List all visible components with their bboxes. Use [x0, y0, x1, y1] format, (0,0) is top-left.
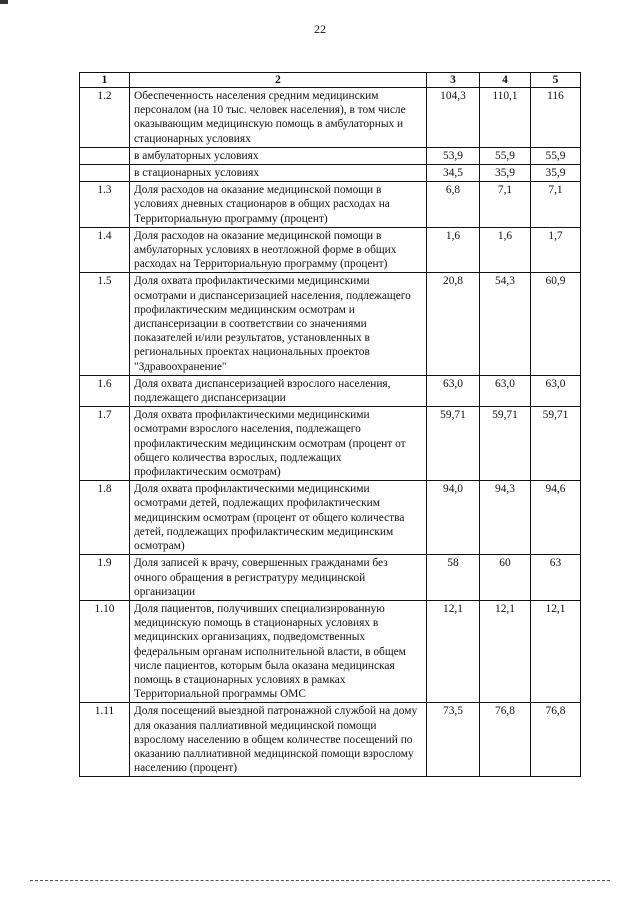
- indicator-description-cell: Доля расходов на оказание медицинской помощи в амбулаторных условиях в неотложной форме в общих расходах на Территориальную программу (процент): [130, 227, 427, 273]
- column-header-2: 2: [130, 73, 427, 88]
- value-col-3-cell: 104,3: [427, 88, 480, 148]
- indicator-number-cell: 1.4: [80, 227, 130, 273]
- table-row: [80, 273, 581, 375]
- value-col-5-cell: 55,9: [531, 147, 581, 164]
- table-row: [80, 227, 581, 273]
- value-col-4-cell: 54,3: [480, 273, 531, 375]
- indicator-number-cell: 1.10: [80, 600, 130, 702]
- indicator-number-cell: [80, 165, 130, 182]
- value-col-4-cell: 76,8: [480, 703, 531, 777]
- value-col-5-cell: 60,9: [531, 273, 581, 375]
- indicator-description-cell: Доля расходов на оказание медицинской помощи в условиях дневных стационаров в общих расходах на Территориальную программу (процент): [130, 182, 427, 228]
- value-col-5-cell: 1,7: [531, 227, 581, 273]
- table-row: [80, 182, 581, 228]
- indicator-number-cell: 1.5: [80, 273, 130, 375]
- column-header-4: 4: [480, 73, 531, 88]
- table-row: [80, 481, 581, 555]
- value-col-4-cell: 1,6: [480, 227, 531, 273]
- indicator-number-cell: [80, 147, 130, 164]
- value-col-3-cell: 63,0: [427, 375, 480, 406]
- value-col-5-cell: 35,9: [531, 165, 581, 182]
- indicator-description-cell: Доля охвата профилактическими медицинскими осмотрами детей, подлежащих профилактическим медицинским осмотрам (процент от общего количества детей, подлежащих профилактическим медицинским осмотрам): [130, 481, 427, 555]
- indicator-description-cell: в стационарных условиях: [130, 165, 427, 182]
- indicator-number-cell: 1.7: [80, 407, 130, 481]
- indicator-description-cell: Доля охвата профилактическими медицинскими осмотрами и диспансеризацией населения, подлежащего профилактическим медицинским осмотрам и диспансеризации в соответствии со значениями показателей и/или результатов, установленных в региональных проектах национальных проектов "Здравоохранение": [130, 273, 427, 375]
- value-col-3-cell: 34,5: [427, 165, 480, 182]
- value-col-3-cell: 12,1: [427, 600, 480, 702]
- column-header-3: 3: [427, 73, 480, 88]
- indicator-description-cell: в амбулаторных условиях: [130, 147, 427, 164]
- value-col-4-cell: 60: [480, 555, 531, 601]
- value-col-3-cell: 53,9: [427, 147, 480, 164]
- indicator-number-cell: 1.6: [80, 375, 130, 406]
- value-col-4-cell: 63,0: [480, 375, 531, 406]
- value-col-5-cell: 7,1: [531, 182, 581, 228]
- value-col-5-cell: 12,1: [531, 600, 581, 702]
- indicator-description-cell: Доля охвата профилактическими медицинскими осмотрами взрослого населения, подлежащего профилактическим медицинским осмотрам (процент от общего количества взрослых, подлежащих профилактическим осмотрам): [130, 407, 427, 481]
- value-col-5-cell: 116: [531, 88, 581, 148]
- indicator-description-cell: Доля записей к врачу, совершенных гражданами без очного обращения в регистратуру медицинской организации: [130, 555, 427, 601]
- table-row: [80, 703, 581, 777]
- value-col-4-cell: 59,71: [480, 407, 531, 481]
- indicator-number-cell: 1.9: [80, 555, 130, 601]
- value-col-3-cell: 1,6: [427, 227, 480, 273]
- value-col-4-cell: 94,3: [480, 481, 531, 555]
- value-col-3-cell: 20,8: [427, 273, 480, 375]
- indicator-number-cell: 1.3: [80, 182, 130, 228]
- value-col-3-cell: 58: [427, 555, 480, 601]
- page-bottom-rule: [30, 880, 610, 881]
- indicator-description-cell: Обеспеченность населения средним медицинским персоналом (на 10 тыс. человек населения), в том числе оказывающим медицинскую помощь в амбулаторных и стационарных условиях: [130, 88, 427, 148]
- value-col-5-cell: 94,6: [531, 481, 581, 555]
- table-row: [80, 600, 581, 702]
- indicator-description-cell: Доля пациентов, получивших специализированную медицинскую помощь в стационарных условиях в медицинских организациях, подведомственных федеральным органам исполнительной власти, в общем числе пациентов, которым была оказана медицинская помощь в стационарных условиях в рамках Территориальной программы ОМС: [130, 600, 427, 702]
- value-col-3-cell: 6,8: [427, 182, 480, 228]
- value-col-5-cell: 76,8: [531, 703, 581, 777]
- value-col-4-cell: 55,9: [480, 147, 531, 164]
- table-row: [80, 165, 581, 182]
- table-row: [80, 375, 581, 406]
- value-col-3-cell: 59,71: [427, 407, 480, 481]
- value-col-5-cell: 63: [531, 555, 581, 601]
- indicator-description-cell: Доля охвата диспансеризацией взрослого населения, подлежащего диспансеризации: [130, 375, 427, 406]
- indicator-number-cell: 1.2: [80, 88, 130, 148]
- value-col-4-cell: 7,1: [480, 182, 531, 228]
- table-body: [80, 88, 581, 777]
- indicators-table: [79, 72, 581, 777]
- column-header-5: 5: [531, 73, 581, 88]
- page-number: 22: [314, 22, 326, 36]
- indicator-number-cell: 1.11: [80, 703, 130, 777]
- table-row: [80, 88, 581, 148]
- value-col-3-cell: 73,5: [427, 703, 480, 777]
- indicator-number-cell: 1.8: [80, 481, 130, 555]
- table-row: [80, 147, 581, 164]
- value-col-4-cell: 110,1: [480, 88, 531, 148]
- value-col-5-cell: 63,0: [531, 375, 581, 406]
- indicator-description-cell: Доля посещений выездной патронажной службой на дому для оказания паллиативной медицинской помощи взрослому населению в общем количестве посещений по оказанию паллиативной медицинской помощи взрослому населению (процент): [130, 703, 427, 777]
- scan-corner-mark: [0, 0, 8, 4]
- table-header-row: [80, 73, 581, 88]
- value-col-3-cell: 94,0: [427, 481, 480, 555]
- value-col-4-cell: 35,9: [480, 165, 531, 182]
- table-row: [80, 555, 581, 601]
- table-row: [80, 407, 581, 481]
- column-header-1: 1: [80, 73, 130, 88]
- value-col-4-cell: 12,1: [480, 600, 531, 702]
- value-col-5-cell: 59,71: [531, 407, 581, 481]
